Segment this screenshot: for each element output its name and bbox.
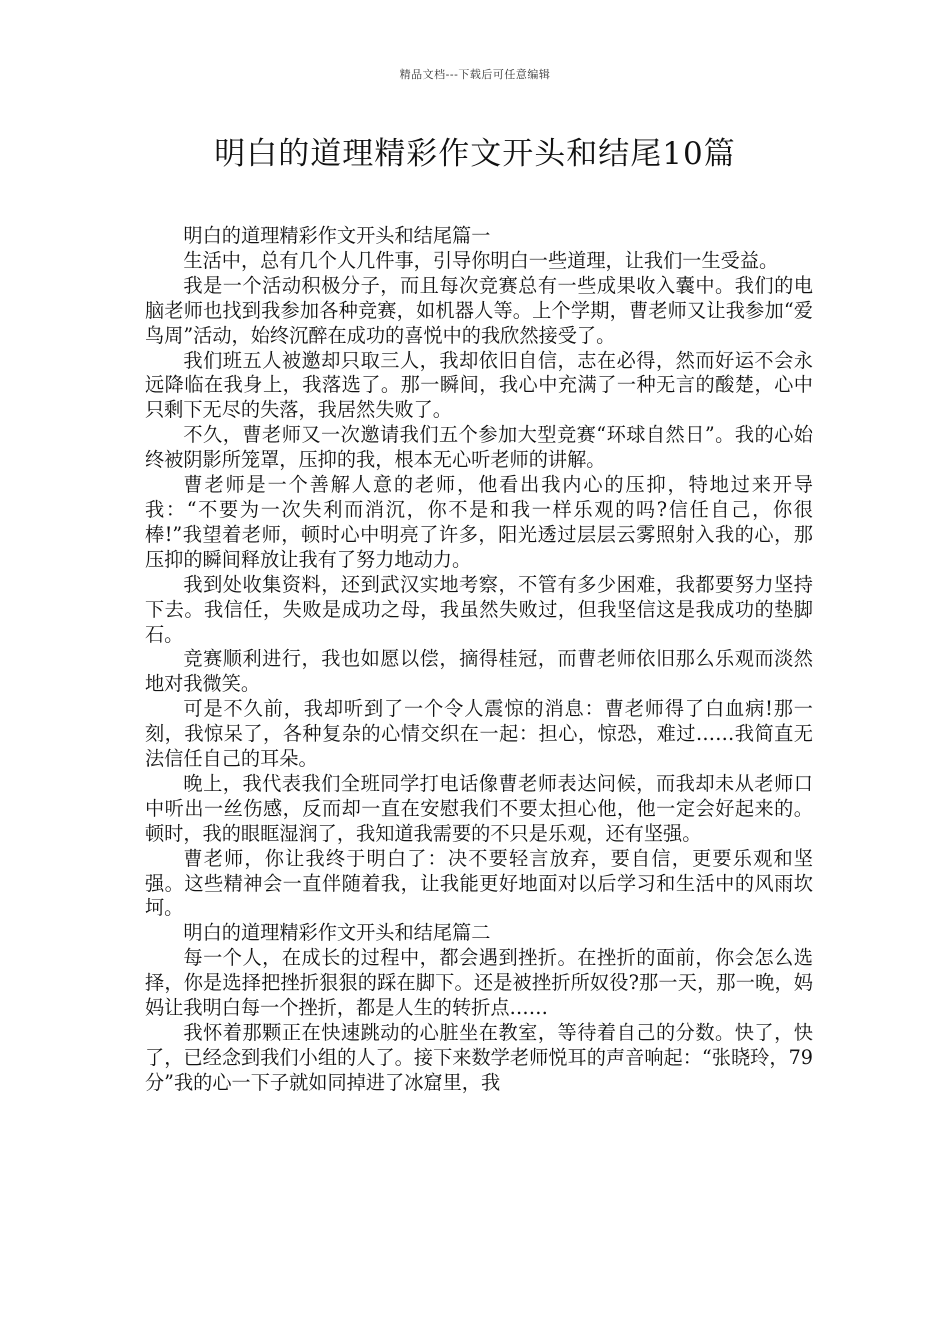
paragraph: 曹老师是一个善解人意的老师，他看出我内心的压抑，特地过来开导我：“不要为一次失利而消沉，你不是和我一样乐观的吗?信任自己，你很棒!”我望着老师，顿时心中明亮了许多，阳光透过层层云雾照射入我的心，那压抑的瞬间释放让我有了努力地动力。 <box>145 473 813 571</box>
page-header: 精品文档---下载后可任意编辑 <box>399 68 551 81</box>
paragraph: 生活中，总有几个人几件事，引导你明白一些道理，让我们一生受益。 <box>183 248 779 272</box>
paragraph: 竞赛顺利进行，我也如愿以偿，摘得桂冠，而曹老师依旧那么乐观而淡然地对我微笑。 <box>145 647 813 696</box>
document-title: 明白的道理精彩作文开头和结尾10篇 <box>214 136 736 172</box>
paragraph: 我到处收集资料，还到武汉实地考察，不管有多少困难，我都要努力坚持下去。我信任，失败是成功之母，我虽然失败过，但我坚信这是我成功的垫脚石。 <box>145 572 813 646</box>
paragraph: 我怀着那颗正在快速跳动的心脏坐在教室，等待着自己的分数。快了，快了，已经念到我们小组的人了。接下来数学老师悦耳的声音响起：“张晓玲，79分”我的心一下子就如同掉进了冰窟里，我 <box>145 1021 813 1094</box>
paragraph: 晚上，我代表我们全班同学打电话像曹老师表达问候，而我却未从老师口中听出一丝伤感，反而却一直在安慰我们不要太担心他，他一定会好起来的。顿时，我的眼眶湿润了，我知道我需要的不只是乐观，还有坚强。 <box>145 771 813 845</box>
paragraph: 我们班五人被邀却只取三人，我却依旧自信，志在必得，然而好运不会永远降临在我身上，我落选了。那一瞬间，我心中充满了一种无言的酸楚，心中只剩下无尽的失落，我居然失败了。 <box>145 348 813 422</box>
paragraph: 每一个人，在成长的过程中，都会遇到挫折。在挫折的面前，你会怎么选择，你是选择把挫折狠狠的踩在脚下。还是被挫折所奴役?那一天，那一晚，妈妈让我明白每一个挫折，都是人生的转折点…… <box>145 946 813 1020</box>
paragraph: 不久，曹老师又一次邀请我们五个参加大型竞赛“环球自然日”。我的心始终被阴影所笼罩，压抑的我，根本无心听老师的讲解。 <box>145 423 813 472</box>
section-heading: 明白的道理精彩作文开头和结尾篇一 <box>183 224 491 247</box>
document-body <box>145 224 813 1096</box>
paragraph: 我是一个活动积极分子，而且每次竞赛总有一些成果收入囊中。我们的电脑老师也找到我参加各种竞赛，如机器人等。上个学期，曹老师又让我参加“爱鸟周”活动，始终沉醉在成功的喜悦中的我欣然接受了。 <box>145 273 813 347</box>
section-heading: 明白的道理精彩作文开头和结尾篇二 <box>183 921 491 945</box>
paragraph: 曹老师，你让我终于明白了：决不要轻言放弃，要自信，更要乐观和坚强。这些精神会一直伴随着我，让我能更好地面对以后学习和生活中的风雨坎坷。 <box>145 846 813 920</box>
paragraph: 可是不久前，我却听到了一个令人震惊的消息：曹老师得了白血病!那一刻，我惊呆了，各种复杂的心情交织在一起：担心，惊恐，难过……我简直无法信任自己的耳朵。 <box>145 697 813 771</box>
